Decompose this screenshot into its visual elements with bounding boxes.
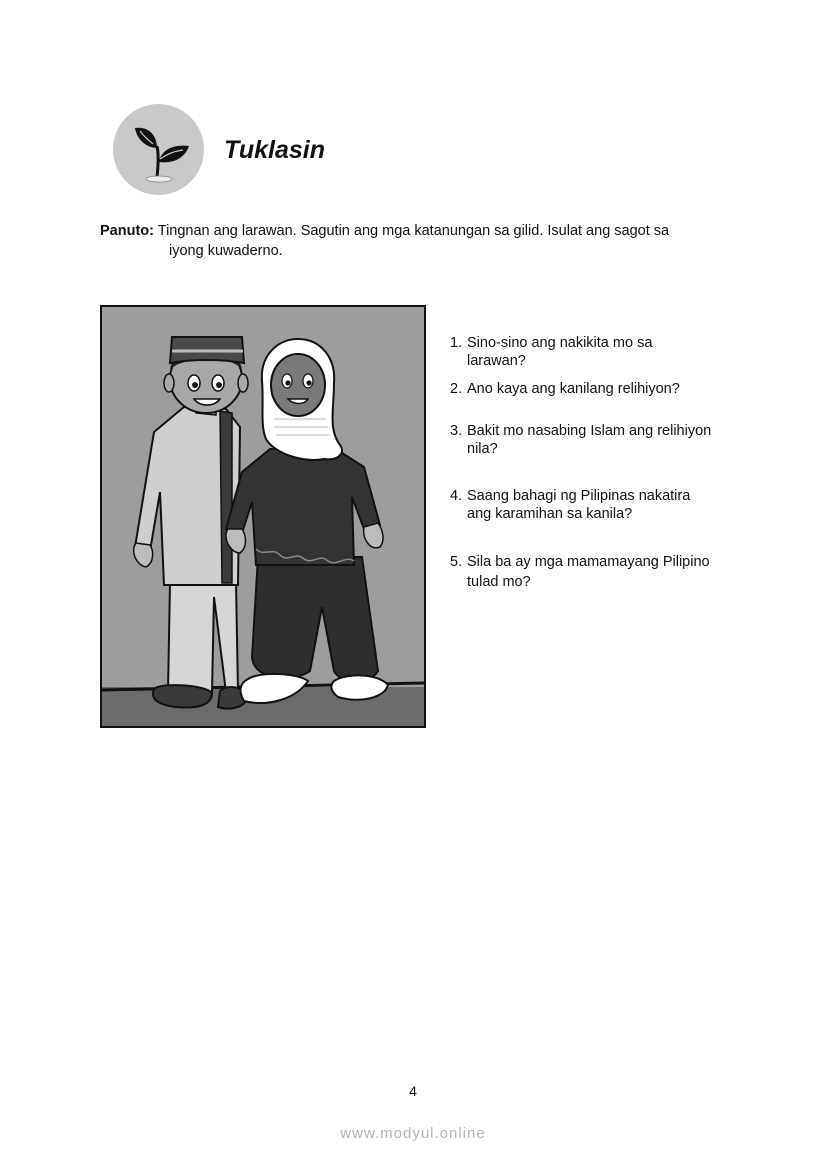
question-item-5	[450, 552, 740, 592]
question-number: 3.	[450, 423, 463, 439]
question-number: 2.	[450, 381, 463, 397]
question-item-3	[450, 422, 740, 458]
question-item-1	[450, 334, 740, 370]
question-number: 4.	[450, 488, 463, 504]
section-icon-badge	[113, 104, 204, 195]
question-list	[450, 334, 740, 592]
directions-text-line2: iyong kuwaderno.	[169, 243, 283, 259]
question-text: tulad mo?	[467, 574, 531, 590]
question-item-2	[450, 380, 740, 398]
question-text: Sila ba ay mga mamamayang Pilipino	[467, 554, 710, 570]
question-number: 5.	[450, 554, 463, 570]
watermark: www.modyul.online	[340, 1125, 486, 1142]
muslim-children-illustration	[100, 305, 426, 728]
question-text: Sino-sino ang nakikita mo sa	[467, 335, 653, 351]
question-item-4	[450, 487, 740, 523]
question-text: larawan?	[467, 353, 526, 369]
directions-label: Panuto:	[100, 223, 154, 239]
section-title: Tuklasin	[224, 136, 325, 164]
directions-text-line1: Tingnan ang larawan. Sagutin ang mga katanungan sa gilid. Isulat ang sagot sa	[157, 223, 670, 239]
question-text: Saang bahagi ng Pilipinas nakatira	[467, 488, 691, 504]
question-text: Ano kaya ang kanilang relihiyon?	[467, 381, 680, 397]
directions	[100, 221, 727, 261]
page-number: 4	[409, 1083, 417, 1099]
question-number: 1.	[450, 335, 463, 351]
question-text: nila?	[467, 441, 498, 457]
question-text: Bakit mo nasabing Islam ang relihiyon	[467, 423, 712, 439]
question-text: ang karamihan sa kanila?	[467, 506, 633, 522]
sprout-icon	[113, 104, 204, 195]
